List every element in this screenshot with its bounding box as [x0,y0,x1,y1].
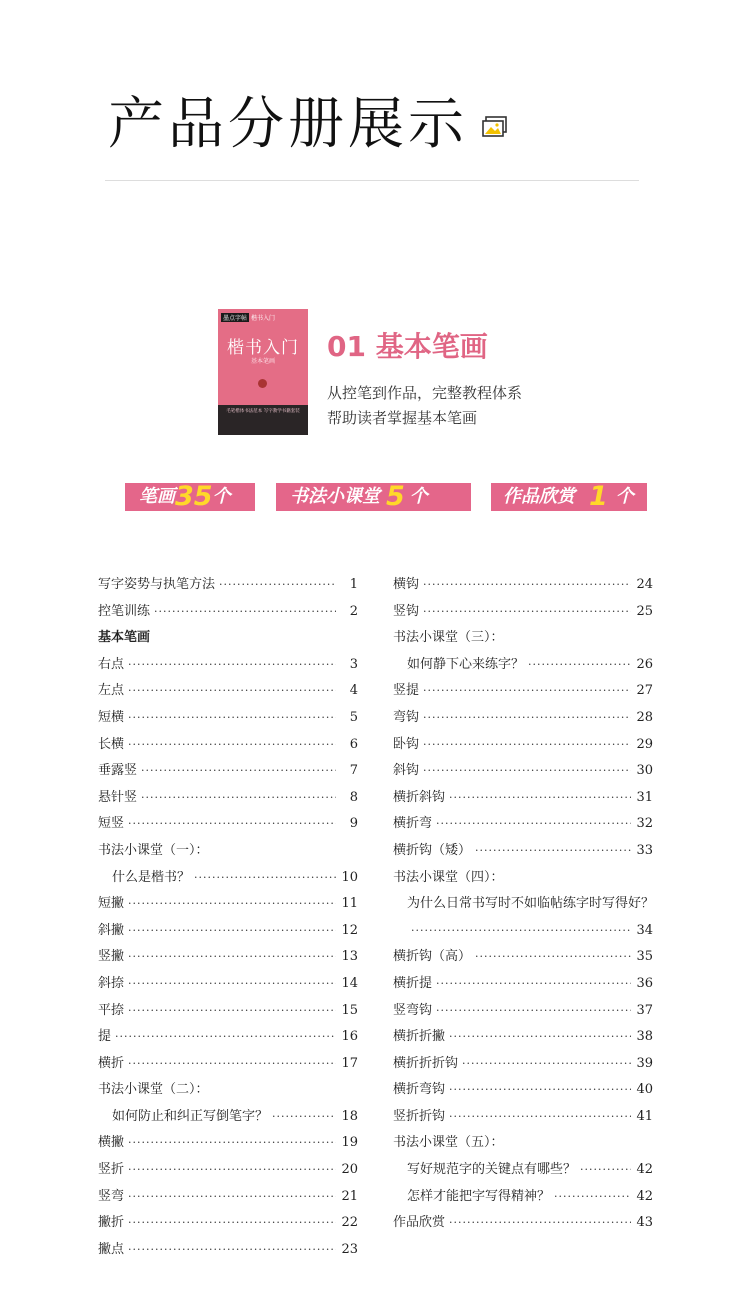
toc-entry-title: 竖折 [98,1162,125,1178]
toc-entry-title: 如何静下心来练字？ [407,656,525,672]
toc-leader-dots [423,732,631,759]
toc-entry-page [635,865,653,892]
toc-leader-dots [128,1184,336,1211]
toc-entry-page: 19 [341,1135,358,1151]
cover-band [218,405,308,435]
toc-leader-dots [436,971,631,998]
toc-leader-dots [128,705,336,732]
toc-entry-title: 为什么日常书写时不如临帖练字时写得好？ [407,896,655,912]
toc-entry-title: 短竖 [98,816,125,832]
toc-entry-page: 5 [349,709,358,725]
cover-header [221,313,275,322]
toc-entry-title: 书法小课堂（一）： [98,842,209,858]
toc-entry [98,891,358,918]
toc-leader-dots [449,1024,631,1051]
toc-entry-page: 42 [636,1188,653,1204]
toc-entry-title: 垂露竖 [98,763,138,779]
toc-entry-title: 横折钩（矮） [393,842,472,858]
toc-entry-page [635,625,653,652]
toc-leader-dots [423,572,631,599]
toc-entry [98,865,358,892]
cover-seal [258,379,267,388]
cover-band-text: 毛笔楷体书法范本 写字教学书籍套装 [226,409,300,414]
toc-entry-page [340,1077,358,1104]
toc-leader-dots [580,1157,631,1184]
page-title: 产品分册展示 [108,92,468,157]
toc-entry-page: 1 [349,577,358,592]
toc-leader-dots [128,971,336,998]
badge-label: 笔画 [139,486,175,507]
toc-entry [393,971,653,998]
toc-entry-title: 书法小课堂（四）： [393,869,504,885]
toc-entry-title: 撇点 [98,1241,125,1257]
toc-entry-title: 卧钩 [393,736,420,752]
toc-entry-page: 4 [349,683,358,699]
title-divider [105,180,639,181]
toc-entry-title: 弯钩 [393,709,420,725]
toc-entry-page: 26 [636,656,653,672]
toc-leader-dots [115,1024,336,1051]
toc-entry-page: 39 [636,1055,653,1071]
toc-entry-page: 8 [349,789,358,805]
toc-entry-page: 38 [636,1029,653,1045]
toc-leader-dots [272,1104,336,1131]
toc-entry [98,758,358,785]
toc-entry-page: 22 [341,1215,358,1231]
toc-entry [98,811,358,838]
toc-entry [98,652,358,679]
toc-entry-page: 23 [341,1241,358,1257]
toc-entry-title: 控笔训练 [98,603,151,619]
cover-title: 楷书入门 [227,338,299,358]
toc-entry-title: 书法小课堂（五）： [393,1135,504,1151]
toc-leader-dots [128,678,336,705]
toc-entry [98,625,358,652]
toc-leader-dots [475,944,631,971]
works-count-badge [491,483,647,511]
toc-entry [98,1157,358,1184]
toc-leader-dots [423,678,631,705]
toc-entry-title: 写字姿势与执笔方法 [98,577,216,592]
toc-entry [98,998,358,1025]
toc-leader-dots [436,811,631,838]
toc-entry [98,1237,358,1264]
strokes-count-badge [125,483,255,511]
toc-entry-title: 书法小课堂（二）： [98,1082,209,1098]
toc-entry [393,1104,653,1131]
toc-entry-page: 28 [636,709,653,725]
toc-entry-page: 29 [636,736,653,752]
toc-entry-title: 基本笔画 [98,630,151,646]
toc-entry-title: 竖撇 [98,949,125,965]
toc-entry-page: 25 [636,603,653,619]
toc-leader-dots [213,1077,336,1104]
toc-entry [393,838,653,865]
toc-entry-title: 书法小课堂（三）： [393,630,504,646]
toc-entry-title: 如何防止和纠正写倒笔字？ [112,1108,269,1124]
toc-entry-page: 9 [349,816,358,832]
toc-entry [393,998,653,1025]
toc-leader-dots [128,1237,336,1264]
toc-entry [393,918,653,945]
toc-leader-dots [508,1130,631,1157]
toc-entry [98,678,358,705]
toc-entry-title: 竖钩 [393,603,420,619]
toc-entry [393,1051,653,1078]
toc-entry-page: 3 [349,656,358,672]
toc-entry-title: 竖折折钩 [393,1108,446,1124]
toc-entry [98,918,358,945]
cover-publisher-logo: 墨点字帖 [223,315,248,322]
toc-leader-dots [213,838,336,865]
toc-entry [393,785,653,812]
toc-leader-dots [508,625,631,652]
toc-entry [98,1077,358,1104]
toc-entry [98,1024,358,1051]
toc-entry-title: 平捺 [98,1002,125,1018]
lessons-count-badge [276,483,471,511]
section-desc-line: 从控笔到作品，完整教程体系 [327,384,523,402]
toc-entry-page: 18 [341,1108,358,1124]
toc-leader-dots [128,811,336,838]
toc-entry-title: 什么是楷书？ [112,869,191,885]
badge-label: 作品欣赏 [503,486,575,507]
toc-entry [393,865,653,892]
toc-entry-title: 作品欣赏 [393,1215,446,1231]
toc-leader-dots [128,1130,336,1157]
toc-entry [393,625,653,652]
toc-entry-page: 27 [636,683,653,699]
toc-entry-page [662,891,680,918]
section-description [327,381,522,431]
book-cover [218,309,308,435]
toc-entry-page: 21 [341,1188,358,1204]
toc-entry-page: 42 [636,1162,653,1178]
toc-entry-page: 11 [341,896,358,912]
toc-entry-title: 短横 [98,709,125,725]
toc-entry [393,599,653,626]
toc-entry-title: 横折提 [393,975,433,991]
toc-entry [393,1157,653,1184]
toc-entry-title: 短撇 [98,896,125,912]
toc-leader-dots [449,1210,631,1237]
toc-entry-page [635,1130,653,1157]
toc-entry-page: 10 [341,869,358,885]
toc-entry [393,678,653,705]
toc-entry-title: 横撇 [98,1135,125,1151]
toc-entry-page: 14 [341,975,358,991]
toc-leader-dots [508,865,631,892]
toc-leader-dots [436,998,631,1025]
toc-entry-title: 左点 [98,683,125,699]
toc-leader-dots [128,918,336,945]
toc-entry [393,1210,653,1237]
toc-entry-page: 41 [636,1108,653,1124]
badge-number: 5 [386,483,405,511]
toc-entry-page: 40 [636,1082,653,1098]
toc-entry-page: 13 [341,949,358,965]
toc-entry-title: 横折折折钩 [393,1055,459,1071]
toc-entry-page: 34 [636,922,653,938]
toc-entry [393,572,653,599]
toc-leader-dots [411,918,631,945]
toc-entry [393,944,653,971]
toc-entry-page: 43 [636,1215,653,1231]
toc-leader-dots [141,785,336,812]
toc-entry [393,758,653,785]
toc-entry-page: 24 [636,577,653,592]
toc-entry [98,732,358,759]
toc-leader-dots [194,865,336,892]
toc-leader-dots [423,758,631,785]
toc-entry-page: 32 [636,816,653,832]
toc-entry [98,705,358,732]
toc-entry-page: 12 [341,922,358,938]
toc-entry-title: 竖弯 [98,1188,125,1204]
toc-leader-dots [141,758,336,785]
toc-entry-page: 30 [636,763,653,779]
toc-entry [393,811,653,838]
toc-leader-dots [128,998,336,1025]
toc-entry-title: 横折 [98,1055,125,1071]
section-desc-line: 帮助读者掌握基本笔画 [327,409,478,427]
toc-entry-title: 横钩 [393,577,420,592]
toc-entry [98,1130,358,1157]
toc-leader-dots [528,652,631,679]
toc-entry-title: 提 [98,1029,112,1045]
badge-number: 1 [589,483,608,511]
toc-entry-title: 斜钩 [393,763,420,779]
toc-entry [98,599,358,626]
toc-entry-title: 竖提 [393,683,420,699]
toc-entry-page: 36 [636,975,653,991]
toc-entry-title: 横折折撇 [393,1029,446,1045]
toc-entry [393,705,653,732]
toc-leader-dots [462,1051,631,1078]
toc-entry [393,891,653,918]
toc-entry-title: 横折斜钩 [393,789,446,805]
toc-entry-title: 怎样才能把字写得精神？ [407,1188,551,1204]
toc-entry-page: 15 [341,1002,358,1018]
toc-entry [98,838,358,865]
toc-leader-dots [449,1104,631,1131]
toc-entry-page: 35 [636,949,653,965]
toc-entry [98,944,358,971]
toc-entry [98,971,358,998]
toc-leader-dots [154,599,336,626]
badge-number: 35 [175,483,213,511]
toc-entry-title: 悬针竖 [98,789,138,805]
cover-author: 楷书入门 [251,315,276,322]
cover-subtitle: 基本笔画 [250,358,275,365]
toc-left-column [98,572,358,1263]
toc-right-column [393,572,653,1237]
toc-leader-dots [128,652,336,679]
toc-entry [98,1184,358,1211]
toc-entry [393,1077,653,1104]
toc-entry-title: 横折钩（高） [393,949,472,965]
toc-entry-page: 17 [341,1055,358,1071]
toc-leader-dots [423,705,631,732]
toc-leader-dots [475,838,631,865]
toc-entry-title: 撇折 [98,1215,125,1231]
toc-entry-title: 竖弯钩 [393,1002,433,1018]
toc-entry [98,1210,358,1237]
toc-entry-page: 6 [349,736,358,752]
toc-leader-dots [449,785,631,812]
badge-unit: 个 [212,486,231,507]
toc-leader-dots [128,944,336,971]
toc-entry [393,1130,653,1157]
section-title: 01 基本笔画 [327,330,488,363]
toc-entry-page: 7 [349,763,358,779]
toc-entry-page [340,625,358,652]
toc-leader-dots [128,1157,336,1184]
toc-entry [393,1184,653,1211]
toc-leader-dots [128,732,336,759]
toc-entry-title: 长横 [98,736,125,752]
toc-entry-page: 16 [341,1029,358,1045]
toc-entry-page: 20 [341,1162,358,1178]
toc-entry-page [340,838,358,865]
toc-entry-page: 31 [636,789,653,805]
badge-label: 书法小课堂 [290,486,380,507]
toc-entry-title: 写好规范字的关键点有哪些？ [407,1162,577,1178]
toc-entry-title: 横折弯 [393,816,433,832]
toc-entry [98,572,358,599]
toc-leader-dots [219,572,336,599]
toc-entry-title: 右点 [98,656,125,672]
toc-entry-page: 2 [349,603,358,619]
badge-unit: 个 [409,486,428,507]
toc-entry-title: 横折弯钩 [393,1082,446,1098]
image-gallery-icon [482,116,508,138]
badge-unit: 个 [615,486,634,507]
toc-entry-title [393,918,407,945]
toc-leader-dots [128,1210,336,1237]
toc-entry [98,1051,358,1078]
toc-entry [393,1024,653,1051]
toc-entry [98,785,358,812]
toc-entry-title: 斜撇 [98,922,125,938]
toc-leader-dots [154,625,336,652]
toc-entry [393,652,653,679]
toc-entry [98,1104,358,1131]
toc-leader-dots [128,891,336,918]
toc-leader-dots [554,1184,631,1211]
toc-entry-title: 斜捺 [98,975,125,991]
toc-leader-dots [449,1077,631,1104]
toc-leader-dots [423,599,631,626]
toc-entry [393,732,653,759]
toc-entry-page: 37 [636,1002,653,1018]
toc-leader-dots [128,1051,336,1078]
toc-entry-page: 33 [636,842,653,858]
